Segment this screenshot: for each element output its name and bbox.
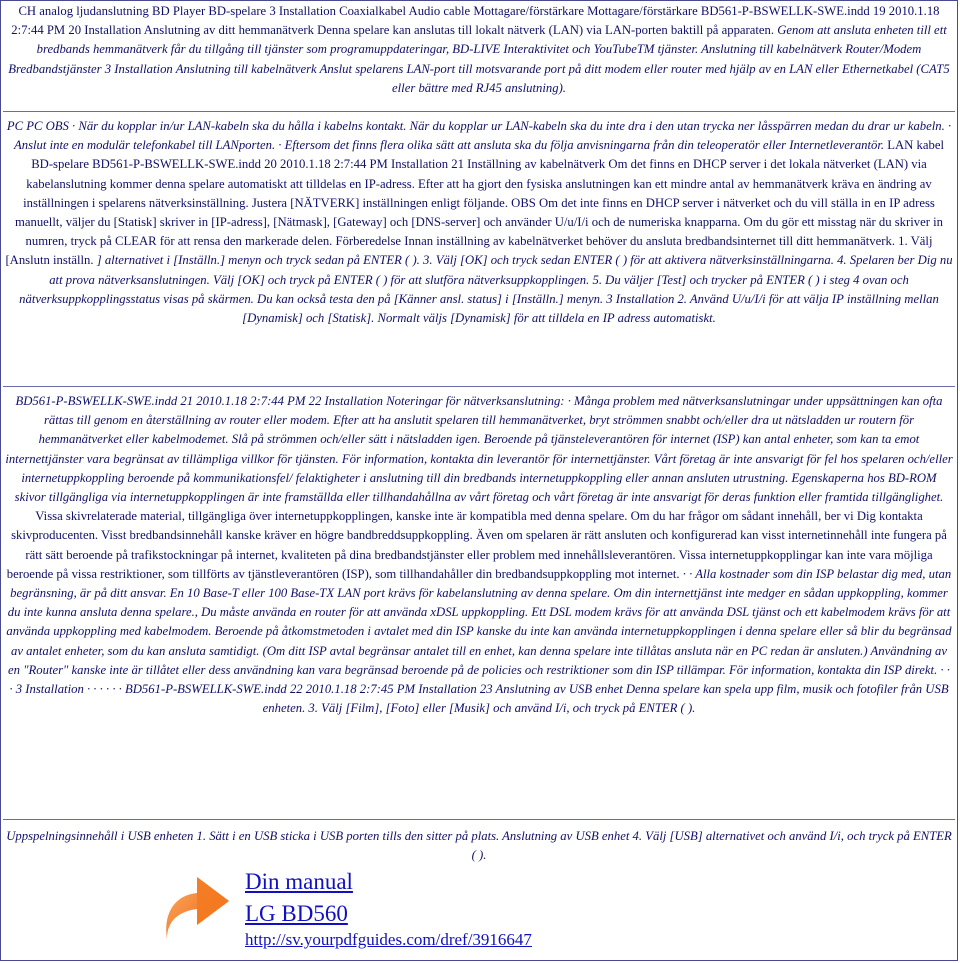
paragraph-section-4 bbox=[5, 827, 953, 865]
section-2-part-3: OBS Om det inte finns en DHCP server i nätverket och du vill ställa in en IP adress manuellt, väljer du [Statisk] skriver in [IP-adress], [Nätmask], [Gateway] och [DNS-server] och använder U/u/I/i och de numeriska knapparna. Om du gör ett misstag när du skriver in numren, tryck på CLEAR för att rensa den markerade delen. Förberedelse Innan inställning av kabelnätverket behöver du ansluta bredbandsinternet till ditt hemmanätverk. 1. Välj [Anslutn inställn. bbox=[5, 195, 944, 268]
manual-model-link[interactable]: LG BD560 bbox=[245, 901, 348, 926]
document-frame bbox=[1, 1, 957, 960]
section-divider bbox=[3, 111, 955, 112]
section-3-part-1: BD561-P-BSWELLK-SWE.indd 21 2010.1.18 2:7:44 PM 22 Installation Noteringar för nätverksanslutning: · Många problem med nätverksanslutningar under uppsättningen kan ofta rättas till genom en återställning av router eller modem. Efter att ha anslutit spelaren till hemmanätverket, bryt strömmen snabbt och/eller dra ut nätsladden ur routern för hemmanätverket eller kabelmodemet. Slå på strömmen och/eller sätt i nätsladden igen. Beroende på tjänsteleverantören för internet (ISP) kan antal enheter, som kan ta emot internettjänster vara begränsat av tillämpliga villkor för tjänsten. För information, kontakta din leverantör för internettjänster. Vårt företag är inte ansvarigt för fel hos spelaren och/eller internetuppkoppling beroende på kommunikationsfel/ felaktigheter i anslutning till din bredbands internetuppkoppling eller annan ansluten utrustning. Egenskaperna hos BD-ROM skivor tillgängliga via internetuppkopplingen är inte framställda eller tillhandahållna av vårt företag och vårt företag är inte ansvarigt för deras funktion eller framtida tillgänglighet. bbox=[5, 394, 953, 505]
section-4-text: Uppspelningsinnehåll i USB enheten 1. Sätt i en USB sticka i USB porten tills den sitter på plats. Anslutning av USB enhet 4. Välj [USB] alternativet och använd I/i, och tryck på ENTER ( ). bbox=[6, 829, 952, 863]
section-2-part-4: ] alternativet i [Inställn.] menyn och tryck sedan på ENTER ( ). 3. Välj [OK] och tryck sedan ENTER ( ) för att aktivera nätverksinställningarna. 4. Spelaren ber Dig nu att prova nätverksanslutningen. Välj [OK] och tryck på ENTER ( ) för att slutföra nätverksuppkopplingen. 5. Du väljer [Test] och trycker på ENTER ( ) i steg 4 ovan och nätverksuppkopplingsstatus visas på skärmen. Du kan också testa den på [Känner ansl. status] i [Inställn.] menyn. 3 Installation 2. Använd U/u/I/i för att välja IP inställning mellan [Dynamisk] och [Statisk]. Normalt väljs [Dynamisk] för att tilldela en IP adress automatiskt. bbox=[19, 253, 953, 326]
manual-title-link[interactable]: Din manual bbox=[245, 869, 353, 894]
section-3-part-3: · · Alla kostnader som din ISP belastar dig med, utan begränsning, är på ditt ansvar. En 10 Base-T eller 100 Base-TX LAN port krävs för kabelanslutning av denna spelare. Om din internettjänst inte medger en sådan uppkoppling, kommer du inte kunna ansluta denna spelare., Du måste använda en router för att använda xDSL uppkoppling. Ett DSL modem krävs för att använda DSL tjänst och ett kabelmodem krävs för att använda uppkoppling med kabelmodem. Beroende på åtkomstmetoden i avtalet med din ISP kanske du inte kan använda internetuppkopplingen i denna spelare eller så blir du begränsad av antalet enheter, som du kan ansluta samtidigt. (Om ditt ISP avtal begränsar antalet till en enhet, kan denna spelare inte tillåtas ansluta när en PC redan är ansluten.) Användning av en "Router" kanske inte är tillåtet eller dess användning kan vara begränsad beroende på de policies och restriktioner som din ISP tillämpar. För information, kontakta din ISP direkt. · · · 3 Installation · · · · · · BD561-P-BSWELLK-SWE.indd 22 2010.1.18 2:7:45 PM Installation 23 Anslutning av USB enhet Denna spelare kan spela upp film, musik och fotofiler från USB enheten. 3. Välj [Film], [Foto] eller [Musik] och använd I/i, och tryck på ENTER ( ). bbox=[6, 566, 952, 716]
section-divider bbox=[3, 819, 955, 820]
pdf-document-icon[interactable] bbox=[159, 867, 239, 947]
section-1-body: Genom att ansluta enheten till ett bredbands hemmanätverk får du tillgång till tjänster som programuppdateringar, BD-LIVE Interaktivitet och YouTubeTM tjänster. Anslutning till kabelnätverk Router/Modem Bredbandstjänster 3 Installation Anslutning till kabelnätverk Anslut spelarens LAN-port till motsvarande port på ditt modem eller router med hjälp av en LAN eller Ethernetkabel (CAT5 eller bättre med RJ45 anslutning). bbox=[8, 23, 950, 95]
manual-banner bbox=[159, 863, 589, 959]
section-1-lead: CH analog ljudanslutning BD Player BD-spelare 3 Installation Coaxialkabel Audio cable Mottagare/förstärkare Mottagare/förstärkare BD561-P-BSWELLK-SWE.indd 19 2010.1.18 2:7:44 PM 20 Installation Anslutning av ditt hemmanätverk Denna spelare kan anslutas till lokalt nätverk (LAN) via LAN-porten baktill på apparaten. bbox=[11, 4, 940, 38]
section-divider bbox=[3, 386, 955, 387]
section-2-part-1: PC PC OBS · När du kopplar in/ur LAN-kabeln ska du hålla i kabelns kontakt. När du kopplar ur LAN-kabeln ska du inte dra i den utan trycka ner låsspärren medan du drar ur kabeln. · Anslut inte en modulär telefonkabel till LANporten. · Eftersom det finns flera olika sätt att ansluta ska du följa anvisningarna från din teleoperatör eller Internetleverantör. bbox=[6, 119, 952, 153]
paragraph-section-1 bbox=[5, 2, 953, 98]
paragraph-section-2 bbox=[5, 117, 953, 328]
section-3-part-2: Vissa skivrelaterade material, tillgängliga över internetuppkopplingen, kanske inte är kompatibla med denna spelare. Om du har frågor om sådant innehåll, ber vi Dig kontakta skivproducenten. Visst bredbandsinnehåll kanske kräver en högre bandbreddsuppkoppling. Även om spelaren är rätt ansluten och konfigurerad kan visst internetinnehåll inte fungera på rätt sätt beroende på trafikstockningar på internet, kvaliteten på dina bredbandstjänster eller problem med innehållsleverantören. Vissa internetuppkopplingar kan inte vara möjliga beroende på vissa restriktioner, som tillförts av tjänstleverantören (ISP), som tillhandahåller din bredbandsuppkoppling mot internet. bbox=[6, 509, 947, 581]
section-2-part-2: LAN kabel BD-spelare BD561-P-BSWELLK-SWE.indd 20 2010.1.18 2:7:44 PM Installation 21 Inställning av kabelnätverk Om det finns en DHCP server i det lokala nätverket (LAN) via kabelanslutning kommer denna spelare automatiskt att tilldelas en IP-adress. Efter att ha gjort den fysiska anslutningen kan ett mindre antal av hemmanätverk kräva en ändring av inställningen i spelarens nätverksinställning. Justera [NÄTVERK] inställningen enligt följande. bbox=[23, 138, 944, 210]
manual-url-link[interactable]: http://sv.yourpdfguides.com/dref/3916647 bbox=[245, 930, 532, 949]
paragraph-section-3 bbox=[5, 392, 953, 718]
